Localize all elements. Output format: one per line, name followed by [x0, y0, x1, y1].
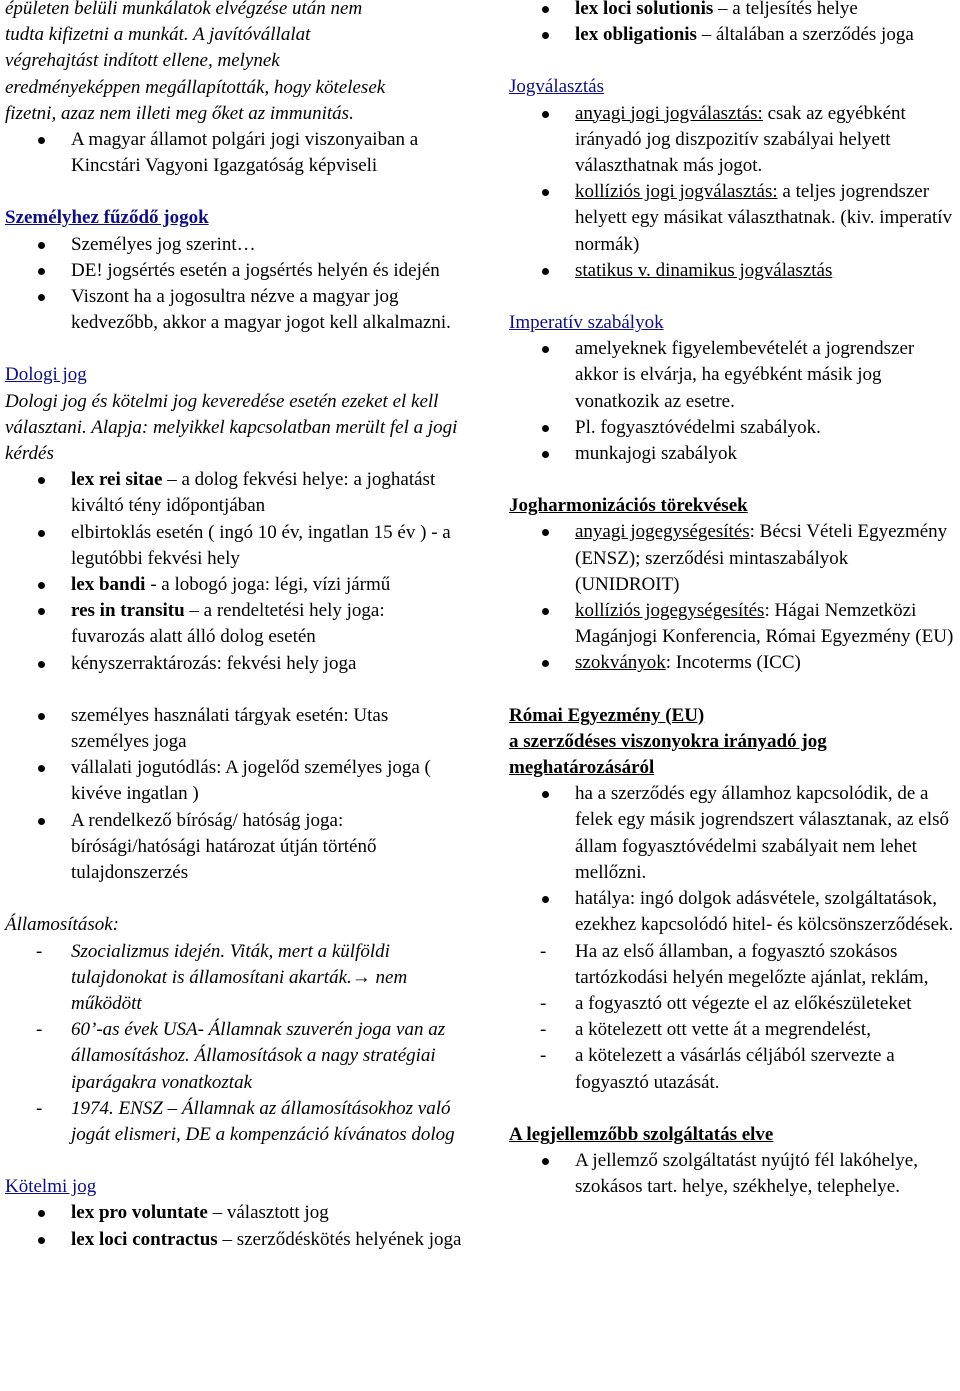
term: anyagi jogegységesítés	[575, 521, 750, 543]
term: res in transitu	[71, 600, 185, 622]
left-column	[5, 0, 463, 1253]
intro-line: tudta kifizetni a munkát. A javítóvállalat	[5, 24, 311, 46]
term-desc: – választott jog	[207, 1202, 329, 1224]
term-desc: - a lobogó joga: légi, vízi jármű	[145, 574, 391, 596]
list-item: A rendelkező bíróság/ hatóság joga: bírósági/hatósági határozat útján történő tulajdonszerzés	[5, 808, 463, 887]
list-item	[509, 179, 957, 258]
characteristic-list	[509, 1148, 957, 1200]
list-item	[5, 1200, 463, 1226]
term-desc: – a rendeltetési hely joga: fuvarozás alatt álló dolog esetén	[71, 600, 385, 648]
property-intro-italic: Alapja: melyikkel kapcsolatban merült fel a jogi kérdés	[5, 416, 458, 465]
list-item: - 1974. ENSZ – Államnak az államosításokhoz való jogát elismeri, DE a kompenzáció kívánatos dolog	[5, 1096, 463, 1148]
section-heading-characteristic: A legjellemzőbb szolgáltatás elve	[509, 1123, 774, 1145]
term-desc: : Bécsi Vételi Egyezmény (ENSZ); szerződési mintaszabályok (UNIDROIT)	[575, 521, 948, 595]
list-item	[5, 520, 463, 572]
list-item: munkajogi szabályok	[509, 441, 957, 467]
harmonization-list	[509, 519, 957, 676]
rome-dash-list	[509, 939, 957, 1096]
intro-list	[5, 127, 463, 179]
term: kollíziós jogi jogválasztás:	[575, 181, 778, 203]
term-desc: : Incoterms (ICC)	[665, 652, 801, 674]
term: lex loci solutionis	[575, 0, 714, 19]
term: lex pro voluntate	[71, 1202, 208, 1224]
term-desc: – a dolog fekvési helye: a joghatást kiváltó tény időpontjában	[71, 469, 436, 517]
intro-line: épületen belüli munkálatok elvégzése után nem	[5, 0, 363, 19]
nationalization-list	[5, 939, 463, 1149]
term-desc: a teljes jogrendszer helyett egy másikat választhatnak. (kiv. imperatív normák)	[575, 181, 953, 255]
rome-list	[509, 781, 957, 938]
list-item: vállalati jogutódlás: A jogelőd személyes joga ( kivéve ingatlan )	[5, 755, 463, 807]
section-heading-nationalization: Államosítások:	[5, 914, 119, 936]
term: lex bandi	[71, 574, 146, 596]
list-item: - Szocializmus idején. Viták, mert a külföldi tulajdonokat is államosítani akarták.→ nem működött	[5, 939, 463, 1018]
term: lex loci contractus	[71, 1228, 218, 1250]
term: szokványok	[575, 652, 666, 674]
list-item	[509, 650, 957, 676]
intro-line: eredményeképpen megállapították, hogy kötelesek	[5, 76, 386, 98]
list-item	[5, 467, 463, 519]
property-list-2	[5, 703, 463, 886]
term-desc: – szerződéskötés helyének joga	[217, 1228, 462, 1250]
list-item: - Ha az első államban, a fogyasztó szokásos tartózkodási helyén megelőzte ajánlat, reklám,	[509, 939, 957, 991]
section-heading-imperative: Imperatív szabályok	[509, 312, 664, 334]
list-item: A magyar államot polgári jogi viszonyaiban a Kincstári Vagyoni Igazgatóság képviseli	[5, 127, 463, 179]
list-item: Személyes jog szerint…	[5, 232, 463, 258]
list-item: - a kötelezett ott vette át a megrendelést,	[509, 1017, 957, 1043]
term-desc: : Hágai Nemzetközi Magánjogi Konferencia, Római Egyezmény (EU)	[575, 600, 954, 648]
term: statikus v. dinamikus jogválasztás	[575, 259, 833, 281]
term-desc: – a teljesítés helye	[713, 0, 858, 19]
personal-list	[5, 232, 463, 337]
obligations-list	[5, 1200, 463, 1252]
term: anyagi jogi jogválasztás:	[575, 102, 763, 124]
list-item	[509, 0, 957, 22]
list-item	[509, 598, 957, 650]
list-item: személyes használati tárgyak esetén: Utas személyes joga	[5, 703, 463, 755]
intro-line: végrehajtást indított ellene, melynek	[5, 50, 280, 72]
list-item	[509, 519, 957, 598]
section-heading-harmonization: Jogharmonizációs törekvések	[509, 495, 748, 517]
term-desc: elbirtoklás esetén ( ingó 10 év, ingatlan 15 év ) - a legutóbbi fekvési hely	[71, 521, 451, 569]
section-heading-personal: Személyhez fűződő jogok	[5, 207, 209, 229]
list-item: ha a szerződés egy államhoz kapcsolódik, de a felek egy másik jogrendszert választanak, az első állam fogyasztóvédelmi szabályait nem lehet mellőzni.	[509, 781, 957, 886]
list-item: - a fogyasztó ott végezte el az előkészületeket	[509, 991, 957, 1017]
list-item	[509, 22, 957, 48]
list-item: hatálya: ingó dolgok adásvétele, szolgáltatások, ezekhez kapcsolódó hitel- és kölcsönszerződések.	[509, 886, 957, 938]
list-item: - a kötelezett a vásárlás céljából szervezte a fogyasztó utazását.	[509, 1043, 957, 1095]
top-list	[509, 0, 957, 48]
imperative-list	[509, 336, 957, 467]
list-item	[5, 572, 463, 598]
list-item	[5, 651, 463, 677]
list-item: Pl. fogyasztóvédelmi szabályok.	[509, 415, 957, 441]
section-heading-rome-line2: a szerződéses viszonyokra irányadó jog	[509, 730, 827, 752]
section-heading-property: Dologi jog	[5, 364, 87, 386]
section-heading-rome: Római Egyezmény (EU)	[509, 704, 705, 726]
list-item: DE! jogsértés esetén a jogsértés helyén és idején	[5, 258, 463, 284]
term-desc: kényszerraktározás: fekvési hely joga	[71, 652, 357, 674]
right-column	[509, 0, 957, 1200]
term-desc: csak az egyébként irányadó jog diszpozitív szabályai helyett választhatnak más jogot.	[575, 102, 906, 177]
section-heading-rome-line3: meghatározásáról	[509, 757, 655, 779]
intro-line: fizetni, azaz nem illeti meg őket az immunitás.	[5, 102, 354, 124]
section-heading-choice: Jogválasztás	[509, 76, 604, 98]
list-item	[5, 598, 463, 650]
property-intro	[5, 389, 463, 468]
list-item	[509, 258, 957, 284]
list-item	[509, 101, 957, 180]
term-desc: – általában a szerződés joga	[696, 24, 914, 46]
choice-list	[509, 101, 957, 284]
list-item: Viszont ha a jogosultra nézve a magyar jog kedvezőbb, akkor a magyar jogot kell alkalmazni.	[5, 284, 463, 336]
term: kollíziós jogegységesítés	[575, 600, 765, 622]
list-item: A jellemző szolgáltatást nyújtó fél lakóhelye, szokásos tart. helye, székhelye, telephelye.	[509, 1148, 957, 1200]
property-intro-plain: Dologi jog és kötelmi jog keveredése esetén ezeket el kell választani.	[5, 390, 439, 438]
list-item	[5, 1227, 463, 1253]
property-list	[5, 467, 463, 677]
spacer	[5, 677, 463, 703]
term: lex obligationis	[575, 24, 697, 46]
term: lex rei sitae	[71, 469, 163, 491]
list-item: amelyeknek figyelembevételét a jogrendszer akkor is elvárja, ha egyébként másik jog vonatkozik az esetre.	[509, 336, 957, 415]
section-heading-obligations: Kötelmi jog	[5, 1176, 97, 1198]
list-item: - 60’-as évek USA- Államnak szuverén joga van az államosításhoz. Államosítások a nagy stratégiai iparágakra vonatkoztak	[5, 1017, 463, 1096]
